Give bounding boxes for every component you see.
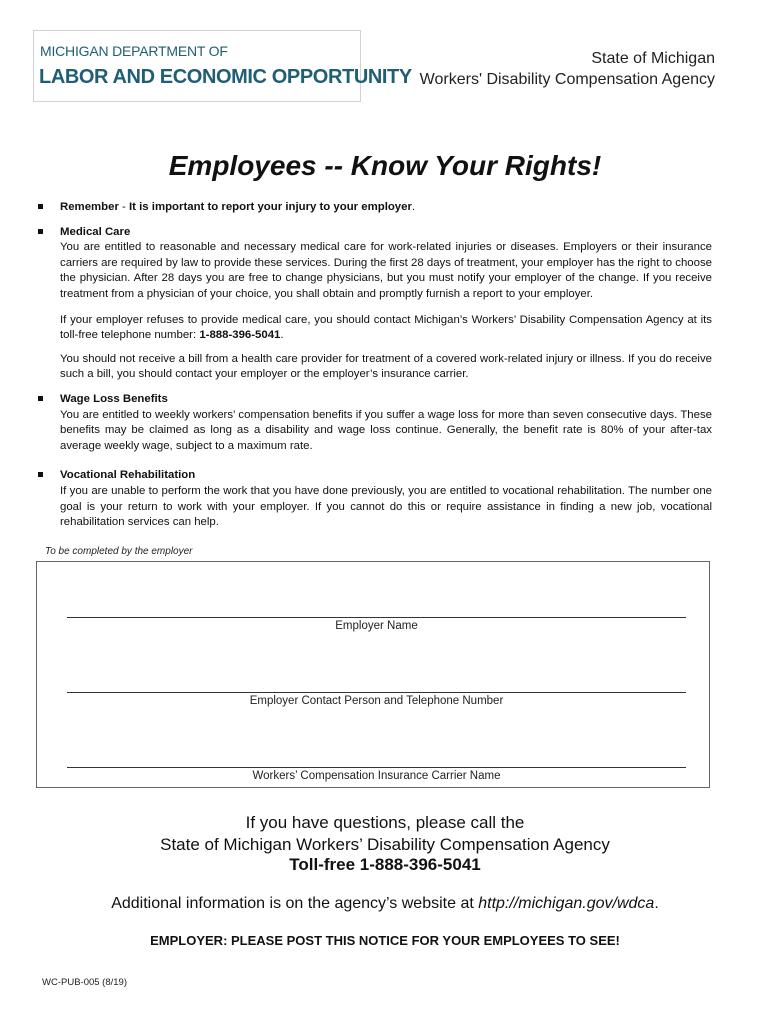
department-logo — [33, 30, 412, 102]
medical-care-p2-end: . — [280, 329, 284, 342]
vocational-paragraph: If you are unable to perform the work that you have done previously, you are entitled to vocational rehabilitation. The number one goal is your return to work with your employer. If you cannot do this or require assistance in finding a new job, vocational rehabilitation services can help. — [60, 484, 712, 529]
rights-list — [38, 200, 712, 540]
list-item-wage-loss — [38, 392, 712, 454]
employer-section-box — [36, 561, 710, 788]
medical-care-p2-text: If your employer refuses to provide medical care, you should contact Michigan’s Workers’ Disability Compensation Agency at its toll-free telephone number: — [60, 313, 712, 342]
questions-line-2: State of Michigan Workers’ Disability Compensation Agency — [160, 835, 610, 854]
list-item-vocational — [38, 468, 712, 530]
remember-text: It is important to report your injury to your employer — [129, 201, 412, 213]
medical-care-paragraph-2 — [60, 313, 712, 344]
list-item-remember — [38, 200, 712, 216]
form-number: WC-PUB-005 (8/19) — [42, 977, 127, 988]
toll-free-number: Toll-free 1-888-396-5041 — [289, 855, 481, 874]
bullet-icon — [38, 472, 43, 477]
employer-contact-field: Employer Contact Person and Telephone Number — [67, 692, 686, 707]
remember-sep: - — [118, 201, 130, 213]
insurance-carrier-field: Workers’ Compensation Insurance Carrier Name — [67, 767, 686, 782]
medical-care-heading: Medical Care — [60, 225, 131, 238]
additional-info-end: . — [654, 895, 659, 912]
wage-loss-paragraph: You are entitled to weekly workers’ compensation benefits if you suffer a wage loss for more than seven consecutive days. These benefits may be claimed as long as a disability and wage loss continue. Generally, the benefit rate is 80% of your after-tax average weekly wage, subject to a maximum rate. — [60, 408, 712, 452]
additional-info — [0, 895, 770, 913]
vocational-heading: Vocational Rehabilitation — [60, 469, 196, 482]
bullet-icon — [38, 396, 43, 401]
logo-line-1: MICHIGAN DEPARTMENT OF — [40, 43, 228, 59]
employer-section-caption: To be completed by the employer — [45, 546, 193, 557]
remember-label: Remember — [60, 201, 119, 213]
state-name: State of Michigan — [591, 50, 715, 67]
medical-care-paragraph-3: You should not receive a bill from a health care provider for treatment of a covered work-related injury or illness. If you do receive such a bill, you should contact your employer or the employer’s insurance carrier. — [60, 352, 712, 381]
wage-loss-heading: Wage Loss Benefits — [60, 392, 168, 405]
employer-notice: EMPLOYER: PLEASE POST THIS NOTICE FOR YOUR EMPLOYEES TO SEE! — [150, 933, 620, 948]
page-title: Employees -- Know Your Rights! — [168, 150, 602, 181]
questions-line-1: If you have questions, please call the — [245, 813, 525, 832]
bullet-icon — [38, 204, 43, 209]
remember-end: . — [411, 201, 416, 213]
additional-info-text: Additional information is on the agency’s website at — [111, 895, 479, 912]
agency-website-link[interactable]: http://michigan.gov/wdca — [478, 895, 655, 912]
bullet-icon — [38, 229, 43, 234]
agency-header — [420, 48, 715, 90]
agency-name: Workers' Disability Compensation Agency — [419, 71, 715, 88]
agency-phone: 1-888-396-5041 — [199, 329, 281, 342]
medical-care-paragraph-1: You are entitled to reasonable and necessary medical care for work-related injuries or diseases. Employers or their insurance carriers are required by law to provide these services. During the first 28 days of treatment, your employer has the right to choose the physician. After 28 days you are free to change physicians, but you must notify your employer of the change. If you receive treatment from a physician of your choice, you shall obtain and promptly furnish a report to your employer. — [60, 241, 712, 300]
employer-name-field: Employer Name — [67, 617, 686, 632]
list-item-medical-care — [38, 225, 712, 383]
logo-line-2: LABOR AND ECONOMIC OPPORTUNITY — [39, 66, 412, 88]
